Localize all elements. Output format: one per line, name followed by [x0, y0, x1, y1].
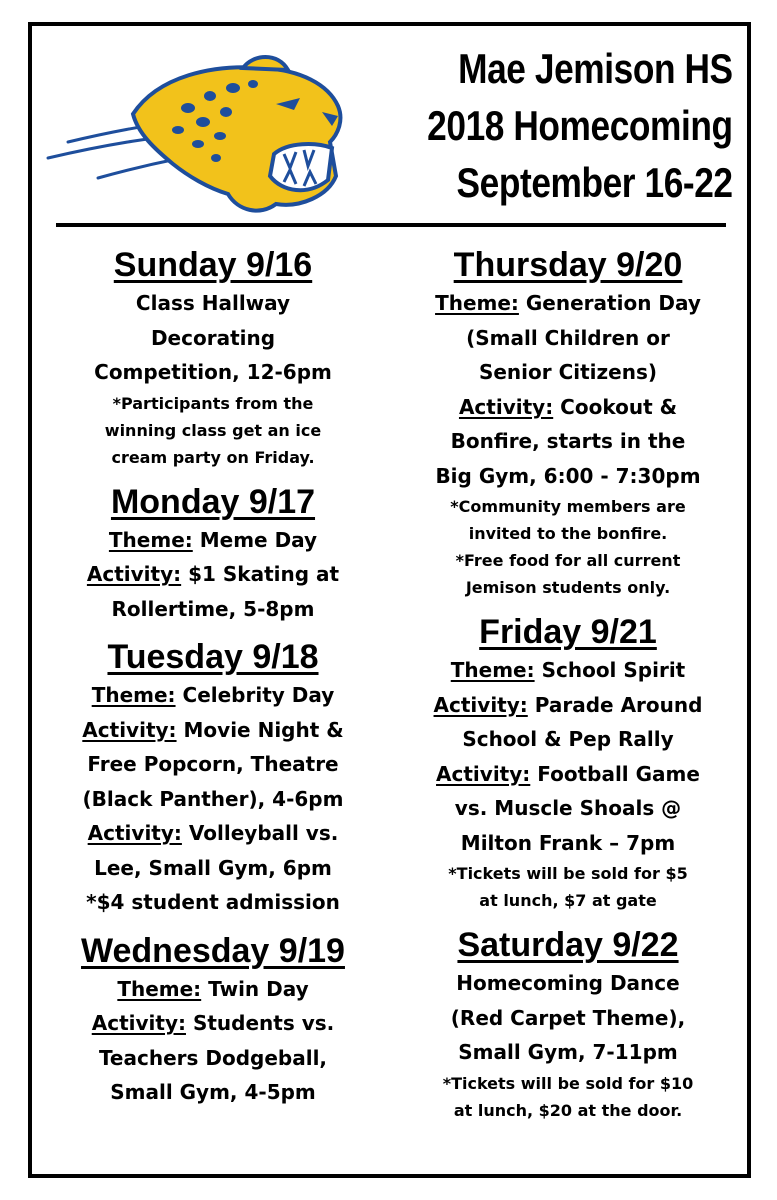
- activity-label: Activity:: [436, 761, 531, 786]
- activity-line: Bonfire, starts in the: [450, 429, 686, 453]
- activity-label: Activity:: [458, 394, 554, 419]
- activity-label: Activity:: [87, 821, 182, 845]
- note-line: invited to the bonfire.: [468, 524, 668, 543]
- event-line: Homecoming Dance: [456, 971, 680, 995]
- day-heading: Tuesday 9/18: [107, 638, 319, 676]
- day-wednesday: [48, 930, 378, 1110]
- activity-line: Small Gym, 4-5pm: [110, 1080, 316, 1104]
- day-heading: Friday 9/21: [479, 613, 657, 651]
- theme-line: [48, 678, 378, 713]
- title-line-event: 2018 Homecoming: [427, 102, 733, 149]
- note-line: at lunch, $7 at gate: [479, 891, 657, 910]
- note-line: at lunch, $20 at the door.: [453, 1100, 683, 1120]
- activity-line: Teachers Dodgeball,: [98, 1045, 328, 1070]
- theme-line: [48, 972, 378, 1007]
- note-line: Jemison students only.: [465, 578, 671, 597]
- activity-value: Students vs.: [192, 1011, 335, 1035]
- theme-label: Theme:: [91, 683, 176, 707]
- activity-line: [403, 688, 733, 723]
- activity-value: Movie Night &: [183, 717, 344, 742]
- activity-line: vs. Muscle Shoals @: [454, 796, 682, 820]
- activity-line: Milton Frank – 7pm: [460, 830, 676, 855]
- event-line: Decorating: [150, 325, 276, 350]
- activity-line: (Black Panther), 4-6pm: [82, 786, 344, 811]
- flyer-header: [32, 26, 747, 221]
- theme-label: Theme:: [435, 291, 519, 315]
- activity-line: [403, 757, 733, 792]
- header-divider: [56, 223, 726, 227]
- theme-line: [403, 286, 733, 321]
- activity-value: Parade Around: [534, 692, 703, 717]
- event-line: Class Hallway: [135, 291, 291, 315]
- theme-value: Meme Day: [199, 527, 318, 552]
- activity-line: [48, 816, 378, 851]
- activity-label: Activity:: [91, 1011, 186, 1035]
- theme-line: [48, 523, 378, 558]
- theme-value: School Spirit: [541, 658, 686, 682]
- right-column: [403, 244, 733, 1134]
- activity-line: *$4 student admission: [86, 890, 340, 914]
- activity-line: [48, 713, 378, 748]
- activity-line: Big Gym, 6:00 - 7:30pm: [435, 463, 701, 488]
- activity-line: Rollertime, 5-8pm: [111, 596, 315, 621]
- day-tuesday: [48, 636, 378, 920]
- theme-value: Twin Day: [208, 976, 309, 1001]
- note-line: winning class get an ice: [104, 420, 322, 440]
- day-thursday: [403, 244, 733, 601]
- note-line: cream party on Friday.: [111, 447, 315, 467]
- theme-line: (Small Children or: [466, 325, 670, 350]
- activity-line: [403, 390, 733, 425]
- note-line: *Community members are: [450, 497, 686, 516]
- note-line: *Participants from the: [112, 393, 314, 413]
- note-line: *Tickets will be sold for $10: [442, 1073, 694, 1093]
- event-line: Small Gym, 7-11pm: [458, 1040, 678, 1064]
- activity-label: Activity:: [433, 692, 528, 717]
- day-friday: [403, 611, 733, 914]
- theme-value: Generation Day: [525, 291, 701, 315]
- activity-line: School & Pep Rally: [462, 727, 674, 751]
- activity-line: [48, 557, 378, 592]
- activity-label: Activity:: [82, 717, 177, 742]
- left-column: [48, 244, 378, 1120]
- theme-value: Celebrity Day: [182, 683, 335, 707]
- title-line-dates: September 16-22: [456, 159, 733, 206]
- day-monday: [48, 481, 378, 627]
- day-saturday: [403, 924, 733, 1124]
- jaguar-mascot-logo: [38, 46, 348, 216]
- activity-label: Activity:: [86, 562, 182, 586]
- activity-value: Football Game: [537, 761, 700, 786]
- activity-line: [48, 1006, 378, 1041]
- note-line: *Tickets will be sold for $5: [448, 864, 688, 883]
- theme-line: [403, 653, 733, 688]
- day-sunday: [48, 244, 378, 471]
- activity-line: Free Popcorn, Theatre: [87, 752, 339, 776]
- day-heading: Monday 9/17: [110, 482, 316, 521]
- day-heading: Thursday 9/20: [453, 246, 683, 284]
- theme-label: Theme:: [108, 527, 193, 552]
- flyer-title: [428, 40, 733, 211]
- theme-label: Theme:: [450, 658, 535, 682]
- activity-value: Volleyball vs.: [188, 821, 339, 845]
- activity-value: $1 Skating at: [188, 562, 340, 586]
- day-heading: Wednesday 9/19: [81, 931, 345, 970]
- activity-value: Cookout &: [560, 394, 678, 419]
- day-heading: Saturday 9/22: [457, 926, 679, 964]
- day-heading: Sunday 9/16: [113, 246, 313, 284]
- title-line-school: Mae Jemison HS: [458, 45, 733, 92]
- event-line: (Red Carpet Theme),: [450, 1005, 686, 1030]
- theme-label: Theme:: [117, 976, 202, 1001]
- activity-line: Lee, Small Gym, 6pm: [94, 855, 332, 880]
- theme-line: Senior Citizens): [478, 360, 658, 384]
- flyer-frame: [28, 22, 751, 1178]
- event-line: Competition, 12-6pm: [94, 360, 332, 384]
- note-line: *Free food for all current: [455, 551, 681, 570]
